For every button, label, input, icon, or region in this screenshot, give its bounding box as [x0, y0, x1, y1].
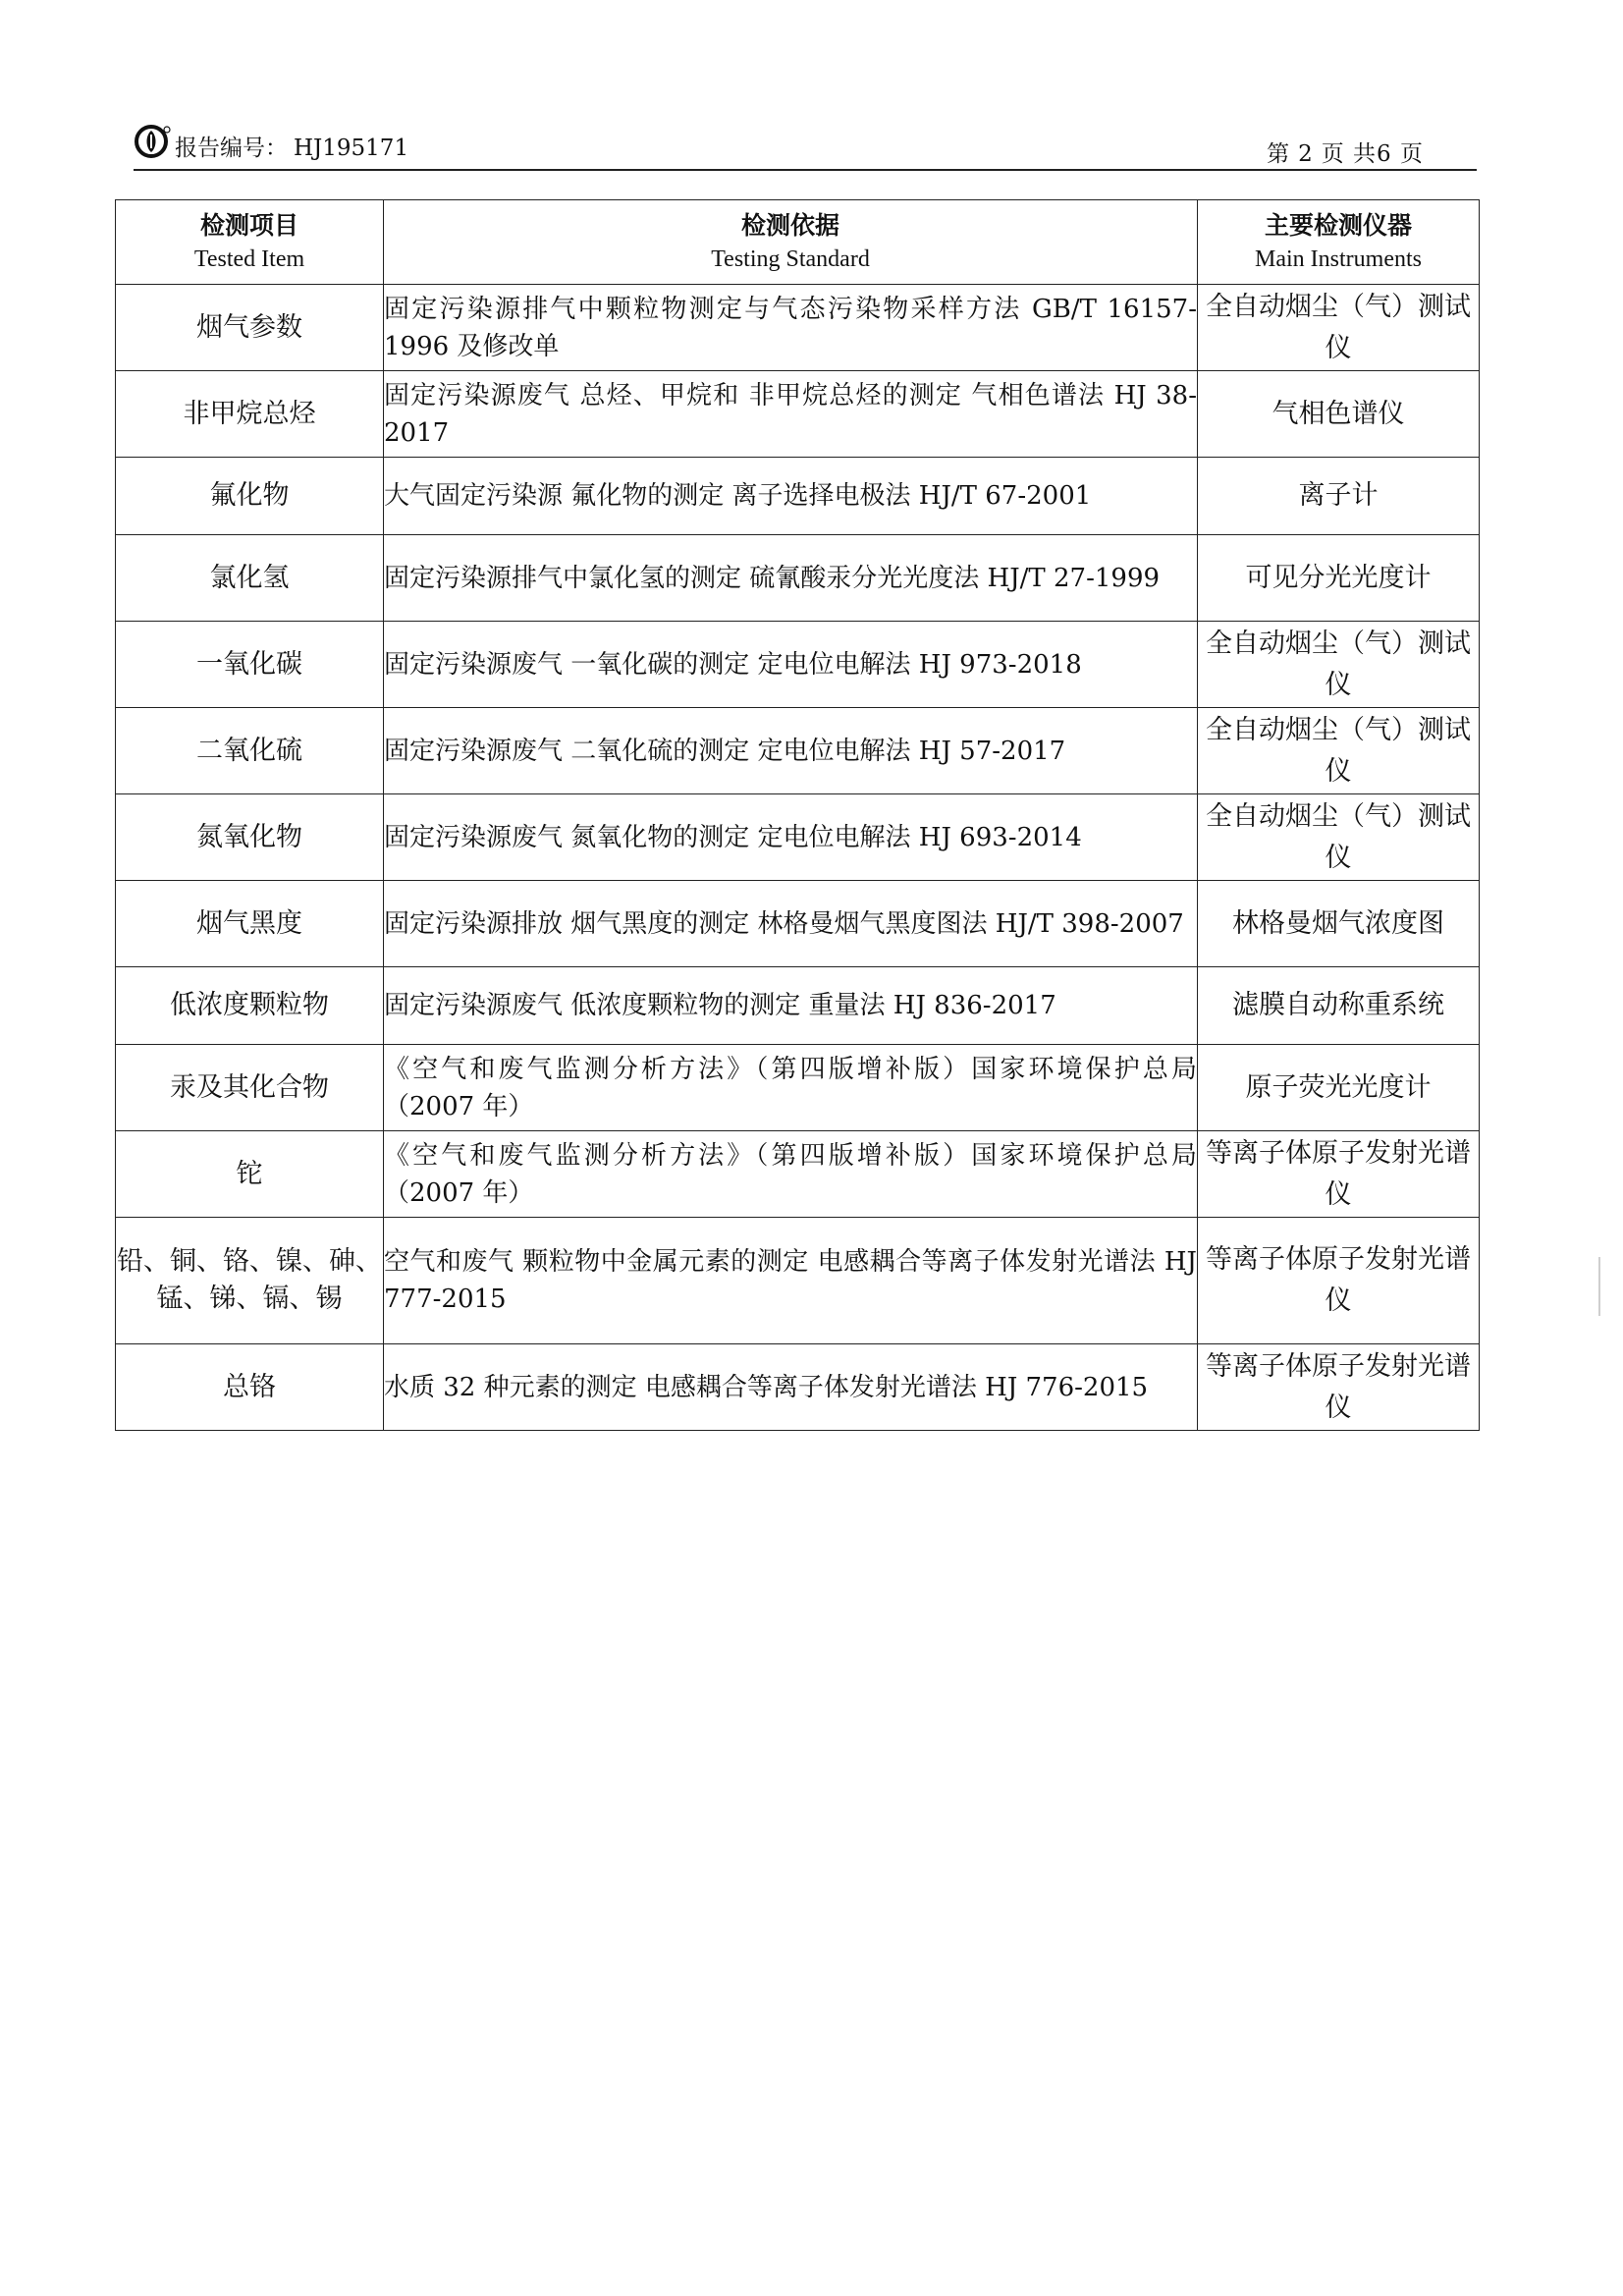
testing-standard-cell: 固定污染源排气中颗粒物测定与气态污染物采样方法 GB/T 16157-1996 及修改单	[384, 285, 1198, 371]
tested-item-cell: 氟化物	[116, 458, 384, 535]
testing-standard-cell: 水质 32 种元素的测定 电感耦合等离子体发射光谱法 HJ 776-2015	[384, 1344, 1198, 1431]
page-text-middle: 页 共	[1321, 141, 1378, 167]
tested-item-cell: 烟气黑度	[116, 881, 384, 967]
report-number: 报告编号： HJ195171	[175, 136, 409, 161]
instrument-cell: 滤膜自动称重系统	[1198, 967, 1480, 1045]
table-row	[116, 622, 1480, 708]
instrument-cell: 全自动烟尘（气）测试仪	[1198, 794, 1480, 881]
instrument-cell: 全自动烟尘（气）测试仪	[1198, 622, 1480, 708]
testing-standard-cell: 大气固定污染源 氟化物的测定 离子选择电极法 HJ/T 67-2001	[384, 458, 1198, 535]
table-row	[116, 1045, 1480, 1131]
testing-standard-cell: 固定污染源废气 氮氧化物的测定 定电位电解法 HJ 693-2014	[384, 794, 1198, 881]
tested-item-cell: 铊	[116, 1131, 384, 1218]
testing-standard-cell: 固定污染源废气 低浓度颗粒物的测定 重量法 HJ 836-2017	[384, 967, 1198, 1045]
column-header-main-instruments: 主要检测仪器 Main Instruments	[1198, 200, 1480, 285]
instrument-cell: 可见分光光度计	[1198, 535, 1480, 622]
testing-standard-cell: 《空气和废气监测分析方法》（第四版增补版）国家环境保护总局（2007 年）	[384, 1131, 1198, 1218]
page-current: 2	[1298, 141, 1314, 167]
testing-standard-cell: 空气和废气 颗粒物中金属元素的测定 电感耦合等离子体发射光谱法 HJ 777-2015	[384, 1218, 1198, 1344]
page-text-suffix: 页	[1400, 141, 1424, 167]
instrument-cell: 等离子体原子发射光谱仪	[1198, 1344, 1480, 1431]
testing-standard-cell: 固定污染源排气中氯化氢的测定 硫氰酸汞分光光度法 HJ/T 27-1999	[384, 535, 1198, 622]
tested-item-cell: 非甲烷总烃	[116, 371, 384, 458]
tested-item-cell: 二氧化硫	[116, 708, 384, 794]
table-row	[116, 881, 1480, 967]
table-row	[116, 458, 1480, 535]
tested-item-cell: 汞及其化合物	[116, 1045, 384, 1131]
tested-item-cell: 低浓度颗粒物	[116, 967, 384, 1045]
page-text-prefix: 第	[1267, 141, 1291, 167]
instrument-cell: 原子荧光光度计	[1198, 1045, 1480, 1131]
instrument-cell: 离子计	[1198, 458, 1480, 535]
company-logo-icon	[134, 122, 173, 161]
table-row	[116, 285, 1480, 371]
column-header-tested-item: 检测项目 Tested Item	[116, 200, 384, 285]
tested-item-cell: 铅、铜、铬、镍、砷、锰、锑、镉、锡	[116, 1218, 384, 1344]
table-row	[116, 708, 1480, 794]
testing-standard-cell: 固定污染源废气 一氧化碳的测定 定电位电解法 HJ 973-2018	[384, 622, 1198, 708]
page-header	[134, 122, 1477, 171]
tested-item-cell: 氯化氢	[116, 535, 384, 622]
table-header-row	[116, 200, 1480, 285]
table-row	[116, 535, 1480, 622]
testing-standard-cell: 《空气和废气监测分析方法》（第四版增补版）国家环境保护总局（2007 年）	[384, 1045, 1198, 1131]
testing-standard-cell: 固定污染源废气 总烃、甲烷和 非甲烷总烃的测定 气相色谱法 HJ 38-2017	[384, 371, 1198, 458]
table-row	[116, 1344, 1480, 1431]
table-row	[116, 1218, 1480, 1344]
report-number-label: 报告编号	[175, 136, 265, 161]
instrument-cell: 等离子体原子发射光谱仪	[1198, 1131, 1480, 1218]
table-row	[116, 967, 1480, 1045]
table-row	[116, 794, 1480, 881]
scan-edge-mark	[1598, 1257, 1600, 1316]
report-number-value: HJ195171	[294, 136, 409, 161]
testing-standards-table	[115, 199, 1480, 1431]
tested-item-cell: 烟气参数	[116, 285, 384, 371]
instrument-cell: 全自动烟尘（气）测试仪	[1198, 708, 1480, 794]
tested-item-cell: 一氧化碳	[116, 622, 384, 708]
tested-item-cell: 总铬	[116, 1344, 384, 1431]
instrument-cell: 气相色谱仪	[1198, 371, 1480, 458]
page-total: 6	[1377, 141, 1392, 167]
instrument-cell: 全自动烟尘（气）测试仪	[1198, 285, 1480, 371]
instrument-cell: 等离子体原子发射光谱仪	[1198, 1218, 1480, 1344]
table-row	[116, 371, 1480, 458]
testing-standard-cell: 固定污染源废气 二氧化硫的测定 定电位电解法 HJ 57-2017	[384, 708, 1198, 794]
column-header-testing-standard: 检测依据 Testing Standard	[384, 200, 1198, 285]
table-row	[116, 1131, 1480, 1218]
tested-item-cell: 氮氧化物	[116, 794, 384, 881]
page-indicator	[1267, 136, 1424, 168]
testing-standard-cell: 固定污染源排放 烟气黑度的测定 林格曼烟气黑度图法 HJ/T 398-2007	[384, 881, 1198, 967]
instrument-cell: 林格曼烟气浓度图	[1198, 881, 1480, 967]
